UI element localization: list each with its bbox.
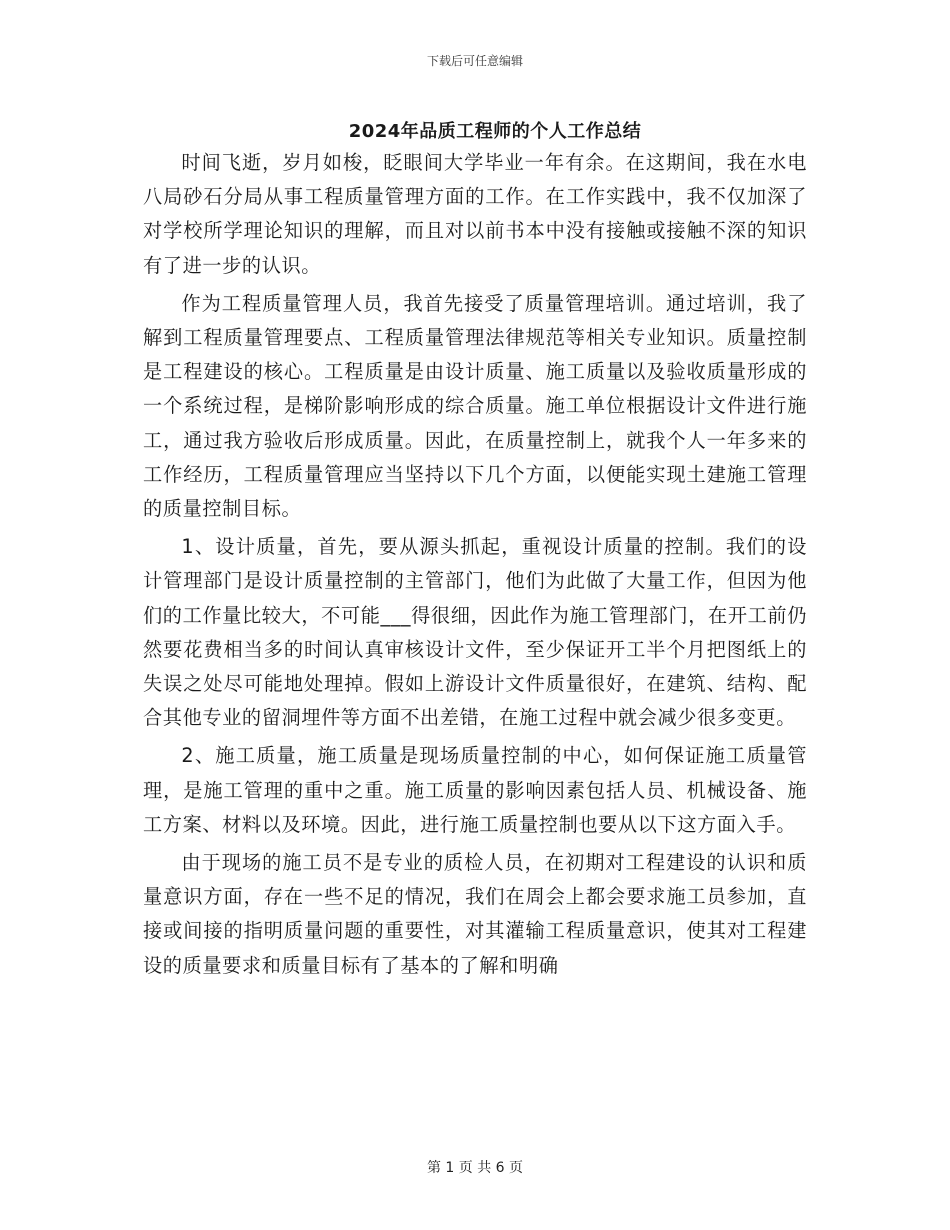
document-body [143,146,807,983]
page-number: 第 1 页 共 6 页 [426,1160,524,1176]
paragraph-intro: 时间飞逝，岁月如梭，眨眼间大学毕业一年有余。在这期间，我在水电八局砂石分局从事工程质量管理方面的工作。在工作实践中，我不仅加深了对学校所学理论知识的理解，而且对以前书本中没有接触或接触不深的知识有了进一步的认识。 [143,151,807,277]
header-note: 下载后可任意编辑 [426,54,523,68]
document-title: 2024年品质工程师的个人工作总结 [348,121,642,142]
paragraph-construction-quality: 2、施工质量，施工质量是现场质量控制的中心，如何保证施工质量管理，是施工管理的重中之重。施工质量的影响因素包括人员、机械设备、施工方案、材料以及环境。因此，进行施工质量控制也要从以下这方面入手。 [143,744,807,836]
paragraph-quality-awareness: 由于现场的施工员不是专业的质检人员，在初期对工程建设的认识和质量意识方面，存在一些不足的情况，我们在周会上都会要求施工员参加，直接或间接的指明质量问题的重要性，对其灌输工程质量意识，使其对工程建设的质量要求和质量目标有了基本的了解和明确 [143,851,807,977]
paragraph-design-quality: 1、设计质量，首先，要从源头抓起，重视设计质量的控制。我们的设计管理部门是设计质量控制的主管部门，他们为此做了大量工作，但因为他们的工作量比较大，不可能___得很细，因此作为施工管理部门，在开工前仍然要花费相当多的时间认真审核设计文件，至少保证开工半个月把图纸上的失误之处尽可能地处理掉。假如上游设计文件质量很好，在建筑、结构、配合其他专业的留洞埋件等方面不出差错，在施工过程中就会减少很多变更。 [143,535,807,730]
paragraph-training: 作为工程质量管理人员，我首先接受了质量管理培训。通过培训，我了解到工程质量管理要点、工程质量管理法律规范等相关专业知识。质量控制是工程建设的核心。工程质量是由设计质量、施工质量以及验收质量形成的一个系统过程，是梯阶影响形成的综合质量。施工单位根据设计文件进行施工，通过我方验收后形成质量。因此，在质量控制上，就我个人一年多来的工作经历，工程质量管理应当坚持以下几个方面，以便能实现土建施工管理的质量控制目标。 [143,291,807,521]
